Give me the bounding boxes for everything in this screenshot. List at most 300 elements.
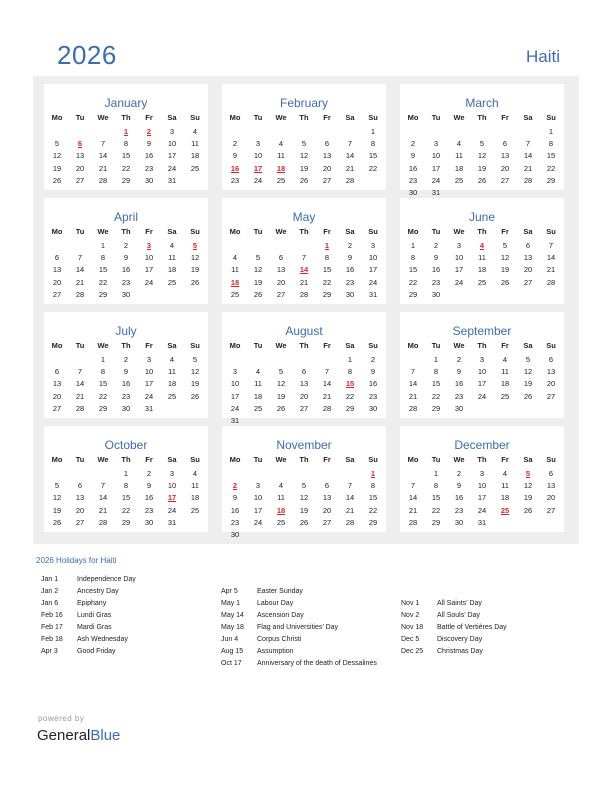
holiday-date: Nov 18 xyxy=(401,624,424,631)
day-cell: 14 xyxy=(75,379,85,389)
day-cell: 6 xyxy=(324,139,330,149)
day-cell: 26 xyxy=(276,403,286,413)
month-title: October xyxy=(104,438,148,452)
day-cell: 11 xyxy=(191,139,199,149)
day-cell: 22 xyxy=(345,391,355,401)
day-cell: 23 xyxy=(431,277,441,287)
day-cell: 7 xyxy=(347,481,353,491)
day-cell: 14 xyxy=(345,151,355,161)
weekday-header-row xyxy=(44,455,208,465)
day-cell: 15 xyxy=(322,265,332,275)
day-cell: 23 xyxy=(230,175,240,185)
weekday-header: Th xyxy=(477,113,487,122)
weekday-header: Tu xyxy=(431,455,441,464)
day-cell: 17 xyxy=(368,265,378,275)
calendar-grid xyxy=(33,76,579,544)
day-cell: 8 xyxy=(433,481,439,491)
day-cell: 17 xyxy=(144,379,154,389)
day-cell: 12 xyxy=(299,151,309,161)
day-cell: 1 xyxy=(100,355,106,364)
day-cell: 6 xyxy=(54,253,60,263)
weekday-header-row xyxy=(222,341,386,351)
holiday-name: Ancestry Day xyxy=(77,588,119,595)
day-cell: 7 xyxy=(410,367,416,377)
day-cell: 19 xyxy=(253,277,263,287)
day-cell: 25 xyxy=(167,277,177,287)
month-march xyxy=(400,84,564,197)
day-cell: 4 xyxy=(278,139,284,149)
day-cell: 20 xyxy=(546,493,556,503)
weekday-header: Su xyxy=(546,455,556,464)
day-cell: 10 xyxy=(144,367,154,377)
day-cell: 10 xyxy=(368,253,378,263)
weekday-header: We xyxy=(275,455,287,464)
day-cell: 22 xyxy=(121,505,131,515)
day-cell: 15 xyxy=(408,265,418,275)
day-cell: 29 xyxy=(546,175,556,185)
weekday-header: Fr xyxy=(145,113,153,122)
day-cell: 14 xyxy=(98,151,108,161)
day-cell: 4 xyxy=(232,253,238,263)
day-cell: 20 xyxy=(299,391,309,401)
month-title: August xyxy=(285,324,323,338)
weekday-header-row xyxy=(44,113,208,123)
weekday-header: Th xyxy=(299,227,309,236)
holiday-day-cell: 14 xyxy=(299,265,309,275)
day-cell: 27 xyxy=(299,403,309,413)
day-cell: 6 xyxy=(525,241,531,250)
day-cell: 28 xyxy=(523,175,533,185)
day-cell: 16 xyxy=(121,265,131,275)
day-cell: 14 xyxy=(523,151,533,161)
weekday-header: Sa xyxy=(523,227,533,236)
holidays-heading: 2026 Holidays for Haiti xyxy=(36,556,117,565)
weekday-header-row xyxy=(222,227,386,237)
day-cell: 13 xyxy=(322,493,332,503)
day-cell: 5 xyxy=(301,481,307,491)
month-july xyxy=(44,312,208,418)
day-cell: 11 xyxy=(277,151,285,161)
day-cell: 26 xyxy=(52,517,62,527)
day-cell: 10 xyxy=(431,151,441,161)
day-cell: 26 xyxy=(190,391,200,401)
day-cell: 31 xyxy=(144,403,154,413)
day-cell: 11 xyxy=(168,253,176,263)
holiday-date: May 1 xyxy=(221,600,241,607)
month-title: November xyxy=(276,438,332,452)
day-cell: 7 xyxy=(100,139,106,149)
day-cell: 27 xyxy=(75,517,85,527)
day-cell: 8 xyxy=(100,367,106,377)
day-cell: 1 xyxy=(433,469,439,478)
day-cell: 22 xyxy=(546,163,556,173)
day-cell: 23 xyxy=(408,175,418,185)
holiday-name: Christmas Day xyxy=(437,648,483,655)
day-cell: 26 xyxy=(299,517,309,527)
brand-logo[interactable] xyxy=(37,727,120,744)
day-cell: 30 xyxy=(431,289,441,299)
month-title: January xyxy=(104,96,148,110)
day-cell: 24 xyxy=(253,517,263,527)
day-cell: 23 xyxy=(345,277,355,287)
day-cell: 13 xyxy=(546,367,556,377)
day-cell: 12 xyxy=(253,265,263,275)
month-may xyxy=(222,198,386,304)
day-cell: 5 xyxy=(192,355,198,364)
weekday-header: Sa xyxy=(345,113,355,122)
day-cell: 11 xyxy=(501,367,509,377)
day-cell: 25 xyxy=(253,403,263,413)
brand-logo-first: General xyxy=(37,727,91,744)
day-cell: 31 xyxy=(230,416,240,425)
month-october xyxy=(44,426,208,532)
day-cell: 6 xyxy=(301,367,307,377)
day-cell: 3 xyxy=(479,469,485,478)
day-cell: 21 xyxy=(546,265,556,275)
weekday-header: Fr xyxy=(501,455,509,464)
day-cell: 9 xyxy=(232,151,238,161)
month-title: June xyxy=(468,210,496,224)
weekday-header: Su xyxy=(546,227,556,236)
day-cell: 19 xyxy=(523,379,533,389)
day-cell: 14 xyxy=(75,265,85,275)
weekday-header: We xyxy=(453,227,465,236)
day-cell: 15 xyxy=(431,493,441,503)
month-april xyxy=(44,198,208,304)
day-cell: 13 xyxy=(52,379,62,389)
weekday-header: Mo xyxy=(407,227,419,236)
day-cell: 9 xyxy=(347,253,353,263)
holiday-date: Jan 6 xyxy=(41,600,59,607)
weekday-header: Fr xyxy=(501,113,509,122)
month-january xyxy=(44,84,208,190)
day-cell: 2 xyxy=(410,139,416,149)
weekday-header: We xyxy=(97,455,109,464)
weekday-header: Mo xyxy=(407,341,419,350)
weekday-header: Su xyxy=(368,113,378,122)
day-cell: 16 xyxy=(144,493,154,503)
day-cell: 9 xyxy=(123,367,129,377)
day-cell: 1 xyxy=(370,127,376,136)
day-cell: 14 xyxy=(546,253,556,263)
day-cell: 9 xyxy=(146,139,152,149)
weekday-header: We xyxy=(453,455,465,464)
day-cell: 15 xyxy=(98,379,108,389)
day-cell: 9 xyxy=(433,253,439,263)
day-cell: 27 xyxy=(52,289,62,299)
weekday-header: Fr xyxy=(145,227,153,236)
weekday-header: Fr xyxy=(323,113,331,122)
day-cell: 21 xyxy=(98,505,108,515)
day-cell: 4 xyxy=(456,139,462,149)
weekday-header: Fr xyxy=(145,455,153,464)
holiday-date: May 18 xyxy=(221,624,244,631)
weekday-header: Su xyxy=(368,455,378,464)
weekday-header: Th xyxy=(299,341,309,350)
weekday-header-row xyxy=(222,455,386,465)
weekday-header: Sa xyxy=(523,455,533,464)
day-cell: 13 xyxy=(299,379,309,389)
day-cell: 18 xyxy=(190,493,200,503)
day-cell: 6 xyxy=(77,481,83,491)
day-cell: 15 xyxy=(98,265,108,275)
month-title: July xyxy=(115,324,137,338)
weekday-header: Mo xyxy=(229,455,241,464)
day-cell: 27 xyxy=(322,517,332,527)
day-cell: 30 xyxy=(345,289,355,299)
day-cell: 6 xyxy=(502,139,508,149)
month-november xyxy=(222,426,386,539)
day-cell: 28 xyxy=(345,175,355,185)
weekday-header: Mo xyxy=(51,227,63,236)
day-cell: 22 xyxy=(368,163,378,173)
holiday-name: Easter Sunday xyxy=(257,588,303,595)
day-cell: 2 xyxy=(123,241,129,250)
weekday-header: Sa xyxy=(167,227,177,236)
day-cell: 1 xyxy=(347,355,353,364)
weekday-header-row xyxy=(400,455,564,465)
holiday-day-cell: 1 xyxy=(324,241,330,250)
day-cell: 7 xyxy=(77,367,83,377)
day-cell: 10 xyxy=(230,379,240,389)
day-cell: 28 xyxy=(75,289,85,299)
month-february xyxy=(222,84,386,190)
month-title: March xyxy=(465,96,499,110)
day-cell: 17 xyxy=(253,505,263,515)
day-cell: 7 xyxy=(347,139,353,149)
weekday-header: Mo xyxy=(229,113,241,122)
day-cell: 16 xyxy=(230,505,240,515)
weekday-header: Su xyxy=(190,341,200,350)
weekday-header: Fr xyxy=(145,341,153,350)
day-cell: 22 xyxy=(98,391,108,401)
holiday-name: Epiphany xyxy=(77,600,107,607)
day-cell: 28 xyxy=(322,403,332,413)
weekday-header: Fr xyxy=(501,227,509,236)
day-cell: 12 xyxy=(523,481,533,491)
day-cell: 7 xyxy=(77,253,83,263)
day-cell: 27 xyxy=(523,277,533,287)
weekday-header: We xyxy=(97,341,109,350)
day-cell: 11 xyxy=(478,253,486,263)
weekday-header: Sa xyxy=(167,455,177,464)
day-cell: 21 xyxy=(345,163,355,173)
day-cell: 9 xyxy=(456,481,462,491)
day-cell: 3 xyxy=(146,355,152,364)
day-cell: 25 xyxy=(276,517,286,527)
day-cell: 24 xyxy=(144,391,154,401)
day-cell: 21 xyxy=(408,505,418,515)
weekday-header: Tu xyxy=(75,341,85,350)
month-june xyxy=(400,198,564,304)
day-cell: 22 xyxy=(431,505,441,515)
day-cell: 8 xyxy=(324,253,330,263)
day-cell: 18 xyxy=(167,379,177,389)
day-cell: 19 xyxy=(52,163,62,173)
day-cell: 21 xyxy=(523,163,533,173)
day-cell: 14 xyxy=(408,379,418,389)
day-cell: 28 xyxy=(546,277,556,287)
day-cell: 31 xyxy=(477,517,487,527)
month-august xyxy=(222,312,386,425)
day-cell: 11 xyxy=(231,265,239,275)
day-cell: 22 xyxy=(431,391,441,401)
day-cell: 21 xyxy=(322,391,332,401)
day-cell: 17 xyxy=(431,163,441,173)
holiday-day-cell: 6 xyxy=(77,139,83,149)
day-cell: 26 xyxy=(299,175,309,185)
day-cell: 18 xyxy=(167,265,177,275)
day-cell: 13 xyxy=(546,481,556,491)
day-cell: 24 xyxy=(368,277,378,287)
weekday-header: Fr xyxy=(323,341,331,350)
day-cell: 8 xyxy=(100,253,106,263)
day-cell: 19 xyxy=(500,265,510,275)
day-cell: 24 xyxy=(167,163,177,173)
day-cell: 15 xyxy=(368,151,378,161)
day-cell: 26 xyxy=(523,505,533,515)
day-cell: 21 xyxy=(299,277,309,287)
day-cell: 4 xyxy=(502,355,508,364)
day-cell: 16 xyxy=(368,379,378,389)
day-cell: 9 xyxy=(146,481,152,491)
day-cell: 16 xyxy=(144,151,154,161)
day-cell: 22 xyxy=(368,505,378,515)
day-cell: 24 xyxy=(477,505,487,515)
day-cell: 20 xyxy=(546,379,556,389)
day-cell: 17 xyxy=(167,151,177,161)
day-cell: 12 xyxy=(190,253,200,263)
day-cell: 7 xyxy=(548,241,554,250)
day-cell: 27 xyxy=(546,505,556,515)
weekday-header: Tu xyxy=(431,113,441,122)
day-cell: 7 xyxy=(301,253,307,263)
holiday-name: Independence Day xyxy=(77,576,136,583)
weekday-header: Tu xyxy=(253,455,263,464)
weekday-header: Tu xyxy=(431,227,441,236)
day-cell: 12 xyxy=(523,367,533,377)
weekday-header: We xyxy=(97,227,109,236)
day-cell: 23 xyxy=(121,277,131,287)
day-cell: 29 xyxy=(121,175,131,185)
day-cell: 11 xyxy=(277,493,285,503)
day-cell: 5 xyxy=(278,367,284,377)
day-cell: 19 xyxy=(477,163,487,173)
page-title-year: 2026 xyxy=(57,40,117,70)
holiday-date: Nov 2 xyxy=(401,612,420,619)
day-cell: 13 xyxy=(500,151,510,161)
weekday-header: Tu xyxy=(75,113,85,122)
holiday-date: Feb 18 xyxy=(41,636,63,643)
weekday-header: Fr xyxy=(501,341,509,350)
day-cell: 29 xyxy=(431,403,441,413)
day-cell: 13 xyxy=(75,151,85,161)
holiday-date: Apr 5 xyxy=(221,588,238,595)
day-cell: 23 xyxy=(454,391,464,401)
day-cell: 18 xyxy=(477,265,487,275)
day-cell: 28 xyxy=(98,175,108,185)
holiday-name: All Saints’ Day xyxy=(437,600,482,607)
weekday-header: Su xyxy=(546,341,556,350)
holiday-name: Ash Wednesday xyxy=(77,636,128,643)
day-cell: 25 xyxy=(454,175,464,185)
day-cell: 18 xyxy=(253,391,263,401)
day-cell: 20 xyxy=(52,277,62,287)
holiday-name: Mardi Gras xyxy=(77,624,112,631)
weekday-header: Th xyxy=(121,113,131,122)
month-title: April xyxy=(113,210,138,224)
day-cell: 31 xyxy=(167,517,177,527)
day-cell: 22 xyxy=(121,163,131,173)
weekday-header: Sa xyxy=(345,341,355,350)
day-cell: 15 xyxy=(368,493,378,503)
day-cell: 3 xyxy=(479,355,485,364)
day-cell: 26 xyxy=(523,391,533,401)
day-cell: 25 xyxy=(230,289,240,299)
holiday-name: Flag and Universities’ Day xyxy=(257,624,339,631)
day-cell: 26 xyxy=(190,277,200,287)
day-cell: 8 xyxy=(410,253,416,263)
day-cell: 28 xyxy=(408,403,418,413)
weekday-header: Tu xyxy=(253,113,263,122)
weekday-header: Mo xyxy=(229,341,241,350)
holiday-name: Ascension Day xyxy=(257,612,304,619)
day-cell: 3 xyxy=(169,127,175,136)
day-cell: 23 xyxy=(230,517,240,527)
day-cell: 5 xyxy=(255,253,261,263)
weekday-header: We xyxy=(453,341,465,350)
holiday-name: Discovery Day xyxy=(437,636,483,643)
day-cell: 5 xyxy=(301,139,307,149)
day-cell: 3 xyxy=(255,139,261,149)
day-cell: 16 xyxy=(454,379,464,389)
day-cell: 24 xyxy=(454,277,464,287)
day-cell: 24 xyxy=(431,175,441,185)
day-cell: 7 xyxy=(100,481,106,491)
weekday-header: Th xyxy=(121,455,131,464)
day-cell: 10 xyxy=(253,151,263,161)
brand-logo-second: Blue xyxy=(90,727,121,744)
day-cell: 17 xyxy=(477,493,487,503)
month-september xyxy=(400,312,564,418)
holiday-day-cell: 18 xyxy=(276,505,286,515)
day-cell: 1 xyxy=(100,241,106,250)
day-cell: 7 xyxy=(324,367,330,377)
day-cell: 4 xyxy=(278,481,284,491)
holiday-day-cell: 18 xyxy=(276,163,286,173)
day-cell: 6 xyxy=(324,481,330,491)
day-cell: 13 xyxy=(322,151,332,161)
day-cell: 30 xyxy=(408,188,418,197)
day-cell: 23 xyxy=(144,505,154,515)
weekday-header: Su xyxy=(368,227,378,236)
day-cell: 10 xyxy=(454,253,464,263)
holiday-name: Battle of Vertières Day xyxy=(437,624,507,631)
day-cell: 8 xyxy=(123,481,129,491)
day-cell: 27 xyxy=(322,175,332,185)
day-cell: 8 xyxy=(370,139,376,149)
holiday-name: Corpus Christi xyxy=(257,636,302,643)
day-cell: 5 xyxy=(479,139,485,149)
day-cell: 16 xyxy=(431,265,441,275)
month-title: December xyxy=(454,438,510,452)
day-cell: 2 xyxy=(370,355,376,364)
weekday-header: Tu xyxy=(253,227,263,236)
weekday-header: Mo xyxy=(51,113,63,122)
day-cell: 5 xyxy=(502,241,508,250)
day-cell: 26 xyxy=(477,175,487,185)
weekday-header: Su xyxy=(190,455,200,464)
